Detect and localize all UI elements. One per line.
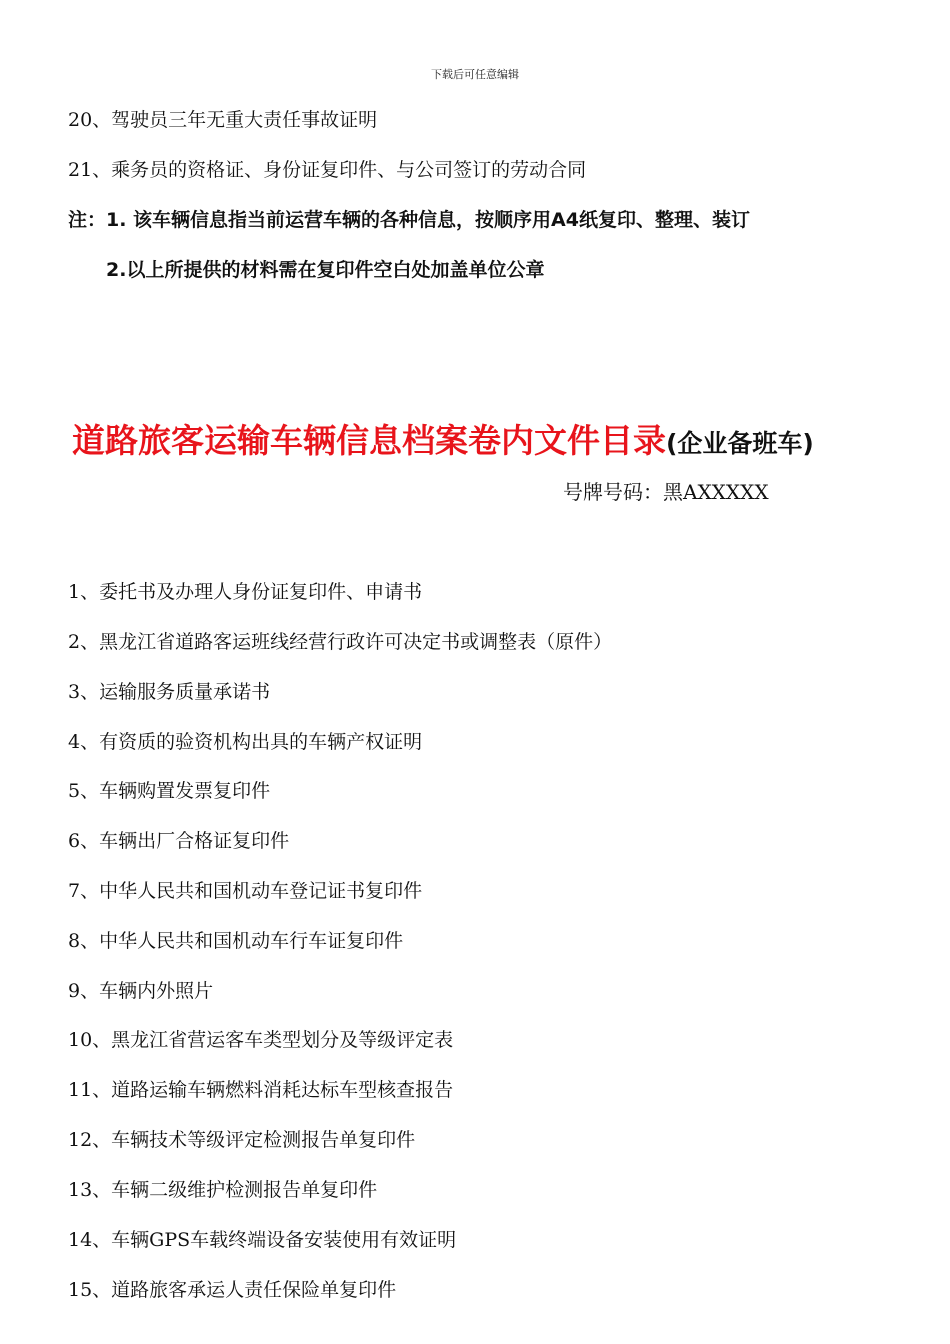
item-21: 21、乘务员的资格证、身份证复印件、与公司签订的劳动合同 xyxy=(68,159,587,181)
list-item: 5、车辆购置发票复印件 xyxy=(68,780,271,802)
title-main: 道路旅客运输车辆信息档案卷内文件目录 xyxy=(72,421,666,460)
note-line-2: 2.以上所提供的材料需在复印件空白处加盖单位公章 xyxy=(106,259,545,281)
list-item: 8、中华人民共和国机动车行车证复印件 xyxy=(68,930,404,952)
list-item: 14、车辆GPS车载终端设备安装使用有效证明 xyxy=(68,1229,457,1251)
header-note: 下载后可任意编辑 xyxy=(431,68,519,81)
note-line-1: 注：1. 该车辆信息指当前运营车辆的各种信息，按顺序用A4纸复印、整理、装订 xyxy=(68,209,750,231)
list-item: 12、车辆技术等级评定检测报告单复印件 xyxy=(68,1129,416,1151)
list-item: 4、有资质的验资机构出具的车辆产权证明 xyxy=(68,731,423,753)
list-item: 2、黑龙江省道路客运班线经营行政许可决定书或调整表（原件） xyxy=(68,631,613,653)
item-20: 20、驾驶员三年无重大责任事故证明 xyxy=(68,109,378,131)
list-item: 13、车辆二级维护检测报告单复印件 xyxy=(68,1179,378,1201)
list-item: 11、道路运输车辆燃料消耗达标车型核查报告 xyxy=(68,1079,454,1101)
title-sub: (企业备班车) xyxy=(666,429,814,458)
list-item: 10、黑龙江省营运客车类型划分及等级评定表 xyxy=(68,1029,454,1051)
document-title xyxy=(72,418,814,470)
list-item: 6、车辆出厂合格证复印件 xyxy=(68,830,290,852)
list-item: 15、道路旅客承运人责任保险单复印件 xyxy=(68,1279,397,1301)
list-item: 3、运输服务质量承诺书 xyxy=(68,681,271,703)
list-item: 7、中华人民共和国机动车登记证书复印件 xyxy=(68,880,423,902)
plate-number: 号牌号码：黑AXXXXX xyxy=(563,480,769,504)
list-item: 1、委托书及办理人身份证复印件、申请书 xyxy=(68,581,423,603)
list-item: 9、车辆内外照片 xyxy=(68,980,214,1002)
